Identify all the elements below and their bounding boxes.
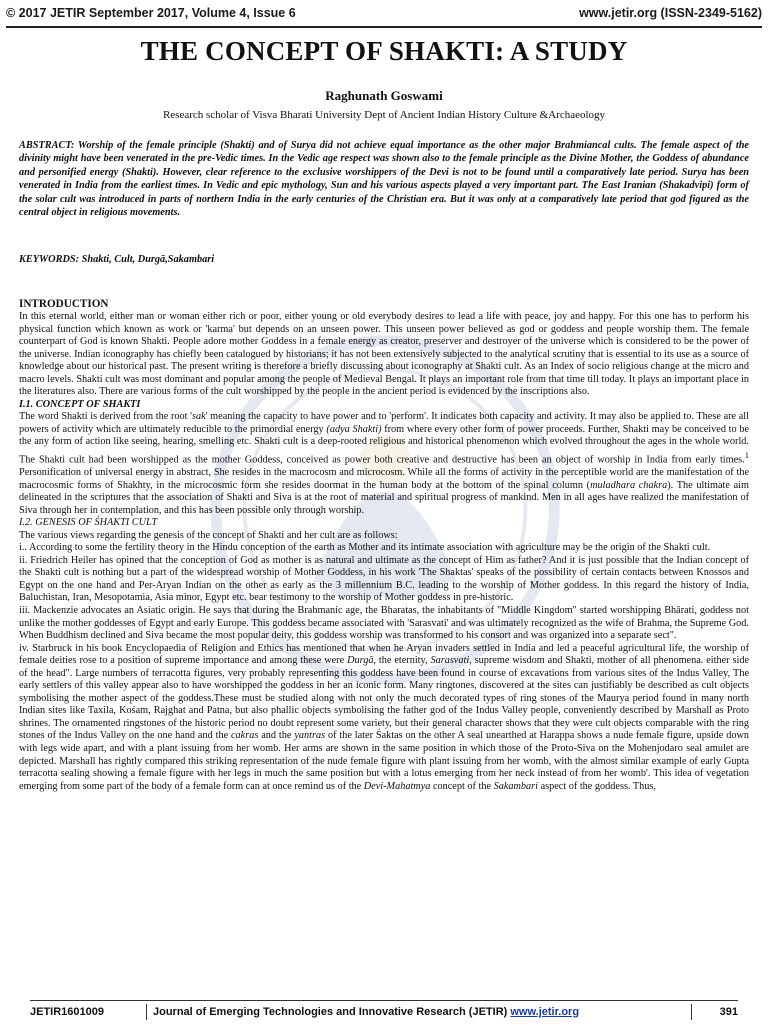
introduction-paragraph: In this eternal world, either man or woman either rich or poor, either young or old everybody desires to lead a life with peace, joy and happy. For this one has to perform his physical function which known as work or 'karma' but depends on an unseen power. This unseen power believed as god or goddess and people worship them. The female counterpart of God is known Shakti. People adore mother Goddess in a female energy as creator, preserver and destroyer of the universe which is considered to be the power of the universe. Indian iconography has chiefly been catalogued by historians; it has not been extensively subjected to the analytical scrutiny that is essential to its use as a source of knowledge about our historical past. The present writing is therefore a briefly discussing about iconography at Shakti cult. As an Index of socio religious change at the micro and macro levels. Shakti cult was most dominant and popular among the people of Medieval Bengal. It plays an important role from that time till today. It plays an important place in the literatures also. There are various forms of the cult worshipped by the people in the ancient period is evidenced by the inscriptions also. [19,311,749,398]
genesis-item-iv: iv. Starbruck in his book Encyclopaedia of Religion and Ethics has mentioned that when he Aryan invaders settled in India and led a peaceful agricultural life, the worship of female deities rose to a position of supreme importance and among these were Durgā, the eternity, Sarasvati, supreme wisdom and Shakti, mother of all phenomena. either side of the head". Large numbers of terracotta figures, very probably representing this goddess have been found in course of excavations from various sites of the Indus Valley, The early settlers of this valley appear also to have worshipped the goddess in her an iconic form. Many ringtones, discovered at the sites can justifiably be described as cult objects symbolising the mother aspect of the goddess.These must be studied along with not only the much decorated types of ring stones of the Maurya period found in many north Indian sites like Taxila, Kośam, Rajghat and Patna, but also phallic objects symbolising the father god of the Indus Valley people, conveniently described by Marshall as Proto shrines. The ornamented ringstones of the historic period no doubt represent some variety, but their general character shows that they were cult objects comparable with the ring stones of the Indus Valley on the one hand and the cakras and the yantras of the later Śaktas on the other A seal unearthed at Harappa shows a nude female figure, upside down with legs wide apart, and with a plant issuing from her womb. Her arms are shown in the same position in which those of the Proto-Siva on the Mohenjodaro seal amulet are depicted. Marshall has rightly compared this striking representation of the nude female figure with plant issuing from her womb, with the almost similar example of early Gupta terracotta sealing showing a female figure with her legs in much the same position but with a lotus emerging from her neck instead of from her womb'. This idea of vegetation emerging from some part of the body of a female form can at once remind us of the Devi-Mahatmya concept of the Sakambari aspect of the goddess. Thus, [19,642,749,792]
section-heading-concept: I.1. CONCEPT OF SHAKTI [19,398,141,410]
header-rule [6,26,762,28]
page-footer [30,1004,738,1020]
author-affiliation: Research scholar of Visva Bharati University Dept of Ancient Indian History Culture &Archaeology [162,109,606,121]
abstract: ABSTRACT: Worship of the female principle (Shakti) and of Surya did not achieve equal importance as the other major Brahmiancal cults. The female aspect of the divinity might have been venerated in the pre-Vedic times. In the Vedic age respect was shown also to the female principle as the Divine Mother, the Goddess of abundance and personified energy (Shakti). However, clear reference to the exclusive worshippers of the Devi is not to be found until a comparatively late period. Surya has been venerated in India from the earliest times. In Vedic and epic mythology, Sun and his various aspects played a very important part. The East Iranian (Shakadvipi) form of the solar cult was introduced in parts of northern India in the early centuries of the Christian era. But it was only at a comparatively late period that god figured as the central object in religious movements. [19,140,749,219]
paper-id: JETIR1601009 [30,1006,104,1018]
header-journal-info: © 2017 JETIR September 2017, Volume 4, Issue 6 [6,6,296,20]
header-website[interactable]: www.jetir.org (ISSN-2349-5162) [579,6,762,20]
footer-journal: Journal of Emerging Technologies and Innovative Research (JETIR) www.jetir.org [153,1006,580,1018]
section-heading-introduction: INTRODUCTION [19,298,109,310]
body-text [19,298,749,793]
footer-divider [146,1004,147,1020]
genesis-item-ii: ii. Friedrich Heiler has opined that the conception of God as mother is as natural and ultimate as the concept of Him as father? And it is just possible that the Indian concept of the Shakti cult is nothing but a part of the widespread worship of Mother Goddess, in his work 'The Shaktas' speaks of the possibility of certain contacts between Knossos and Egypt on the one hand and Per-Aryan Indian on the other as early as the 3 millennium B.C. leading to the worship of Mother goddess. In this regard the history of India, Baluchistan, Iran, Mesopotamia, Asia minor, Egypt etc. bear testimony to the worship of Mother goddess in pre-historic. [19,554,749,604]
footer-website-link[interactable]: www.jetir.org [510,1006,580,1018]
section-heading-genesis: I.2. GENESIS OF ŚHAKTI CULT [19,517,158,529]
keywords: KEYWORDS: Shakti, Cult, Durgā,Sakambari [19,254,215,265]
footer-divider [691,1004,692,1020]
genesis-item-i: i.. According to some the fertility theory in the Hindu conception of the earth as Mother and its intimate association with agriculture may be the origin of the Shakti cult. [19,542,711,554]
footer-rule [30,1000,738,1001]
footnote-marker: 1 [744,450,749,461]
author-name: Raghunath Goswami [325,88,443,103]
running-header [6,6,762,20]
page-number: 391 [719,1006,738,1018]
paper-title: THE CONCEPT OF SHAKTI: A STUDY [140,36,628,66]
genesis-intro: The various views regarding the genesis of the concept of Shakti and her cult are as follows: [19,529,398,541]
concept-paragraph: The word Shakti is derived from the root 'sak' meaning the capacity to have power and to 'perform'. It indicates both capacity and activity. It may also be applied to. These are all powers of activity which are ultimately reducible to the primordial energy (adya Shakti) from where every other form of power proceeds. Further, Shakti may be conceived to be the any form of action like seeing, hearing, smelling etc. Shakti cult is a deep-rooted religious and historical phenomenon which evolved throughout the ages in the whole world. The Shakti cult had been worshipped as the mother Goddess, conceived as power both creative and destructive has been an object of worship in India from early times.$^1$ Personification of universal energy in abstract, She resides in the macrocosm and microcosm. While all the forms of activity in the perceptible world are the manifestation of the macrocosmic forms of Shakhty, in the microcosmic form she resides doormat in the human body at the bottom of the spinal column (muladhara chakra). The ultimate aim delineated in the scriptures that the association of Shakti and Siva is at the root of material and spiritual progress of mankind. Men in all ages have realized the manifestation of Siva through her in contemplation, and this has been possible only through worship. [19,411,750,516]
genesis-item-iii: iii. Mackenzie advocates an Asiatic origin. He says that during the Brahmanic age, the Bharatas, the inhabitants of "Middle Kingdom" started worshipping Bhārati, goddess not unlike the mother goddesses of Egypt and early Europe. This goddess became associated with 'Sarasvati' and was ultimately recognized as the wife of Brahma, the Supreme God. When Buddhism declined and Siva became the most popular deity, this goddess worship was transformed to his consort and was organized into a separate sect". [19,604,749,642]
